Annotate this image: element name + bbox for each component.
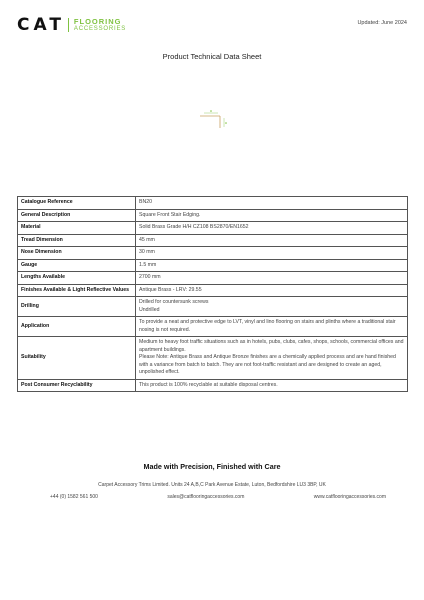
- logo-divider: [68, 18, 69, 32]
- company-address: Carpet Accessory Trims Limited. Units 24 A,B,C Park Avenue Estate, Luton, Bedfordshire LU3 3BP, UK: [98, 482, 326, 488]
- spec-label: Application: [18, 317, 136, 337]
- spec-value-line: Drilled for countersunk screws: [139, 299, 209, 305]
- email-link[interactable]: sales@catflooringaccessories.com: [167, 494, 245, 500]
- spec-value: [136, 197, 408, 210]
- document-title: Product Technical Data Sheet: [162, 52, 262, 61]
- spec-value-line: 30 mm: [139, 249, 155, 255]
- brand-logo: [17, 16, 126, 34]
- logo-subtitle-line1: FLOORING: [73, 17, 122, 26]
- spec-value-line: 45 mm: [139, 236, 155, 243]
- spec-value: [136, 222, 408, 235]
- spec-value: [136, 259, 408, 272]
- stair-edging-profile-diagram: [198, 108, 238, 134]
- spec-value-line: Antique Brass - LRV: 29.55: [139, 286, 202, 293]
- logo-wordmark: CAT: [17, 15, 65, 35]
- phone-number: +44 (0) 1582 561 500: [50, 494, 98, 500]
- spec-table: [17, 196, 408, 392]
- spec-value: [136, 272, 408, 285]
- spec-value: [136, 247, 408, 260]
- spec-row: [18, 197, 408, 210]
- spec-value-line: This product is 100% recyclable at suitable disposal centres.: [139, 381, 278, 388]
- logo-subtitle-line2: ACCESSORIES: [73, 26, 127, 32]
- dimension-marker: [210, 110, 212, 112]
- spec-label: Suitability: [18, 337, 136, 380]
- spec-value-line: 2700 mm: [139, 274, 161, 280]
- logo-subtitle: [74, 18, 126, 32]
- website-link[interactable]: www.catflooringaccessories.com: [313, 494, 386, 500]
- spec-label: Gauge: [18, 259, 136, 272]
- spec-row: [18, 284, 408, 297]
- spec-row: [18, 222, 408, 235]
- spec-label: Nose Dimension: [18, 247, 136, 260]
- page-header: [17, 16, 407, 36]
- spec-row: [18, 272, 408, 285]
- spec-value: [136, 379, 408, 392]
- spec-label: Catalogue Reference: [18, 197, 136, 210]
- contact-details: [50, 494, 386, 500]
- updated-date: Updated: June 2024: [357, 20, 407, 26]
- footer-tagline: Made with Precision, Finished with Care: [143, 462, 281, 471]
- spec-value-line: 1.5 mm: [139, 261, 157, 268]
- spec-row: [18, 259, 408, 272]
- dimension-marker: [225, 122, 227, 124]
- spec-row: [18, 297, 408, 317]
- spec-table-body: [18, 197, 408, 392]
- spec-label: General Description: [18, 209, 136, 222]
- spec-value-line: Undrilled: [139, 306, 160, 313]
- spec-value: [136, 297, 408, 317]
- spec-label: Lengths Available: [18, 272, 136, 285]
- spec-value-line: Please Note: Antique Brass and Antique Bronze finishes are a chemically applied process and are hand finished with a variance from batch to batch. They are not foot-traffic resistant and are designed to create an aged, unpolished effect.: [139, 354, 396, 375]
- spec-value-line: Square Front Stair Edging.: [139, 211, 201, 218]
- spec-label: Post Consumer Recyclability: [18, 379, 136, 392]
- spec-value: [136, 337, 408, 380]
- spec-row: [18, 234, 408, 247]
- spec-value-line: Medium to heavy foot traffic situations such as in hotels, pubs, clubs, cafes, shops, schools, commercial offices and apartment buildings.: [139, 339, 404, 353]
- spec-row: [18, 209, 408, 222]
- spec-row: [18, 379, 408, 392]
- spec-value-line: BN20: [139, 199, 152, 205]
- spec-label: Drilling: [18, 297, 136, 317]
- spec-value: [136, 284, 408, 297]
- spec-row: [18, 247, 408, 260]
- spec-row: [18, 317, 408, 337]
- spec-value: [136, 209, 408, 222]
- spec-label: Material: [18, 222, 136, 235]
- spec-row: [18, 337, 408, 380]
- spec-value-line: Solid Brass Grade H/H CZ108 BS2870/EN1652: [139, 224, 249, 230]
- spec-label: Finishes Available & Light Reflective Values: [18, 284, 136, 297]
- spec-value: [136, 234, 408, 247]
- spec-value-line: To provide a neat and protective edge to LVT, vinyl and lino flooring on stairs and plinths where a traditional stair nosing is not required.: [139, 319, 396, 333]
- spec-label: Tread Dimension: [18, 234, 136, 247]
- spec-value: [136, 317, 408, 337]
